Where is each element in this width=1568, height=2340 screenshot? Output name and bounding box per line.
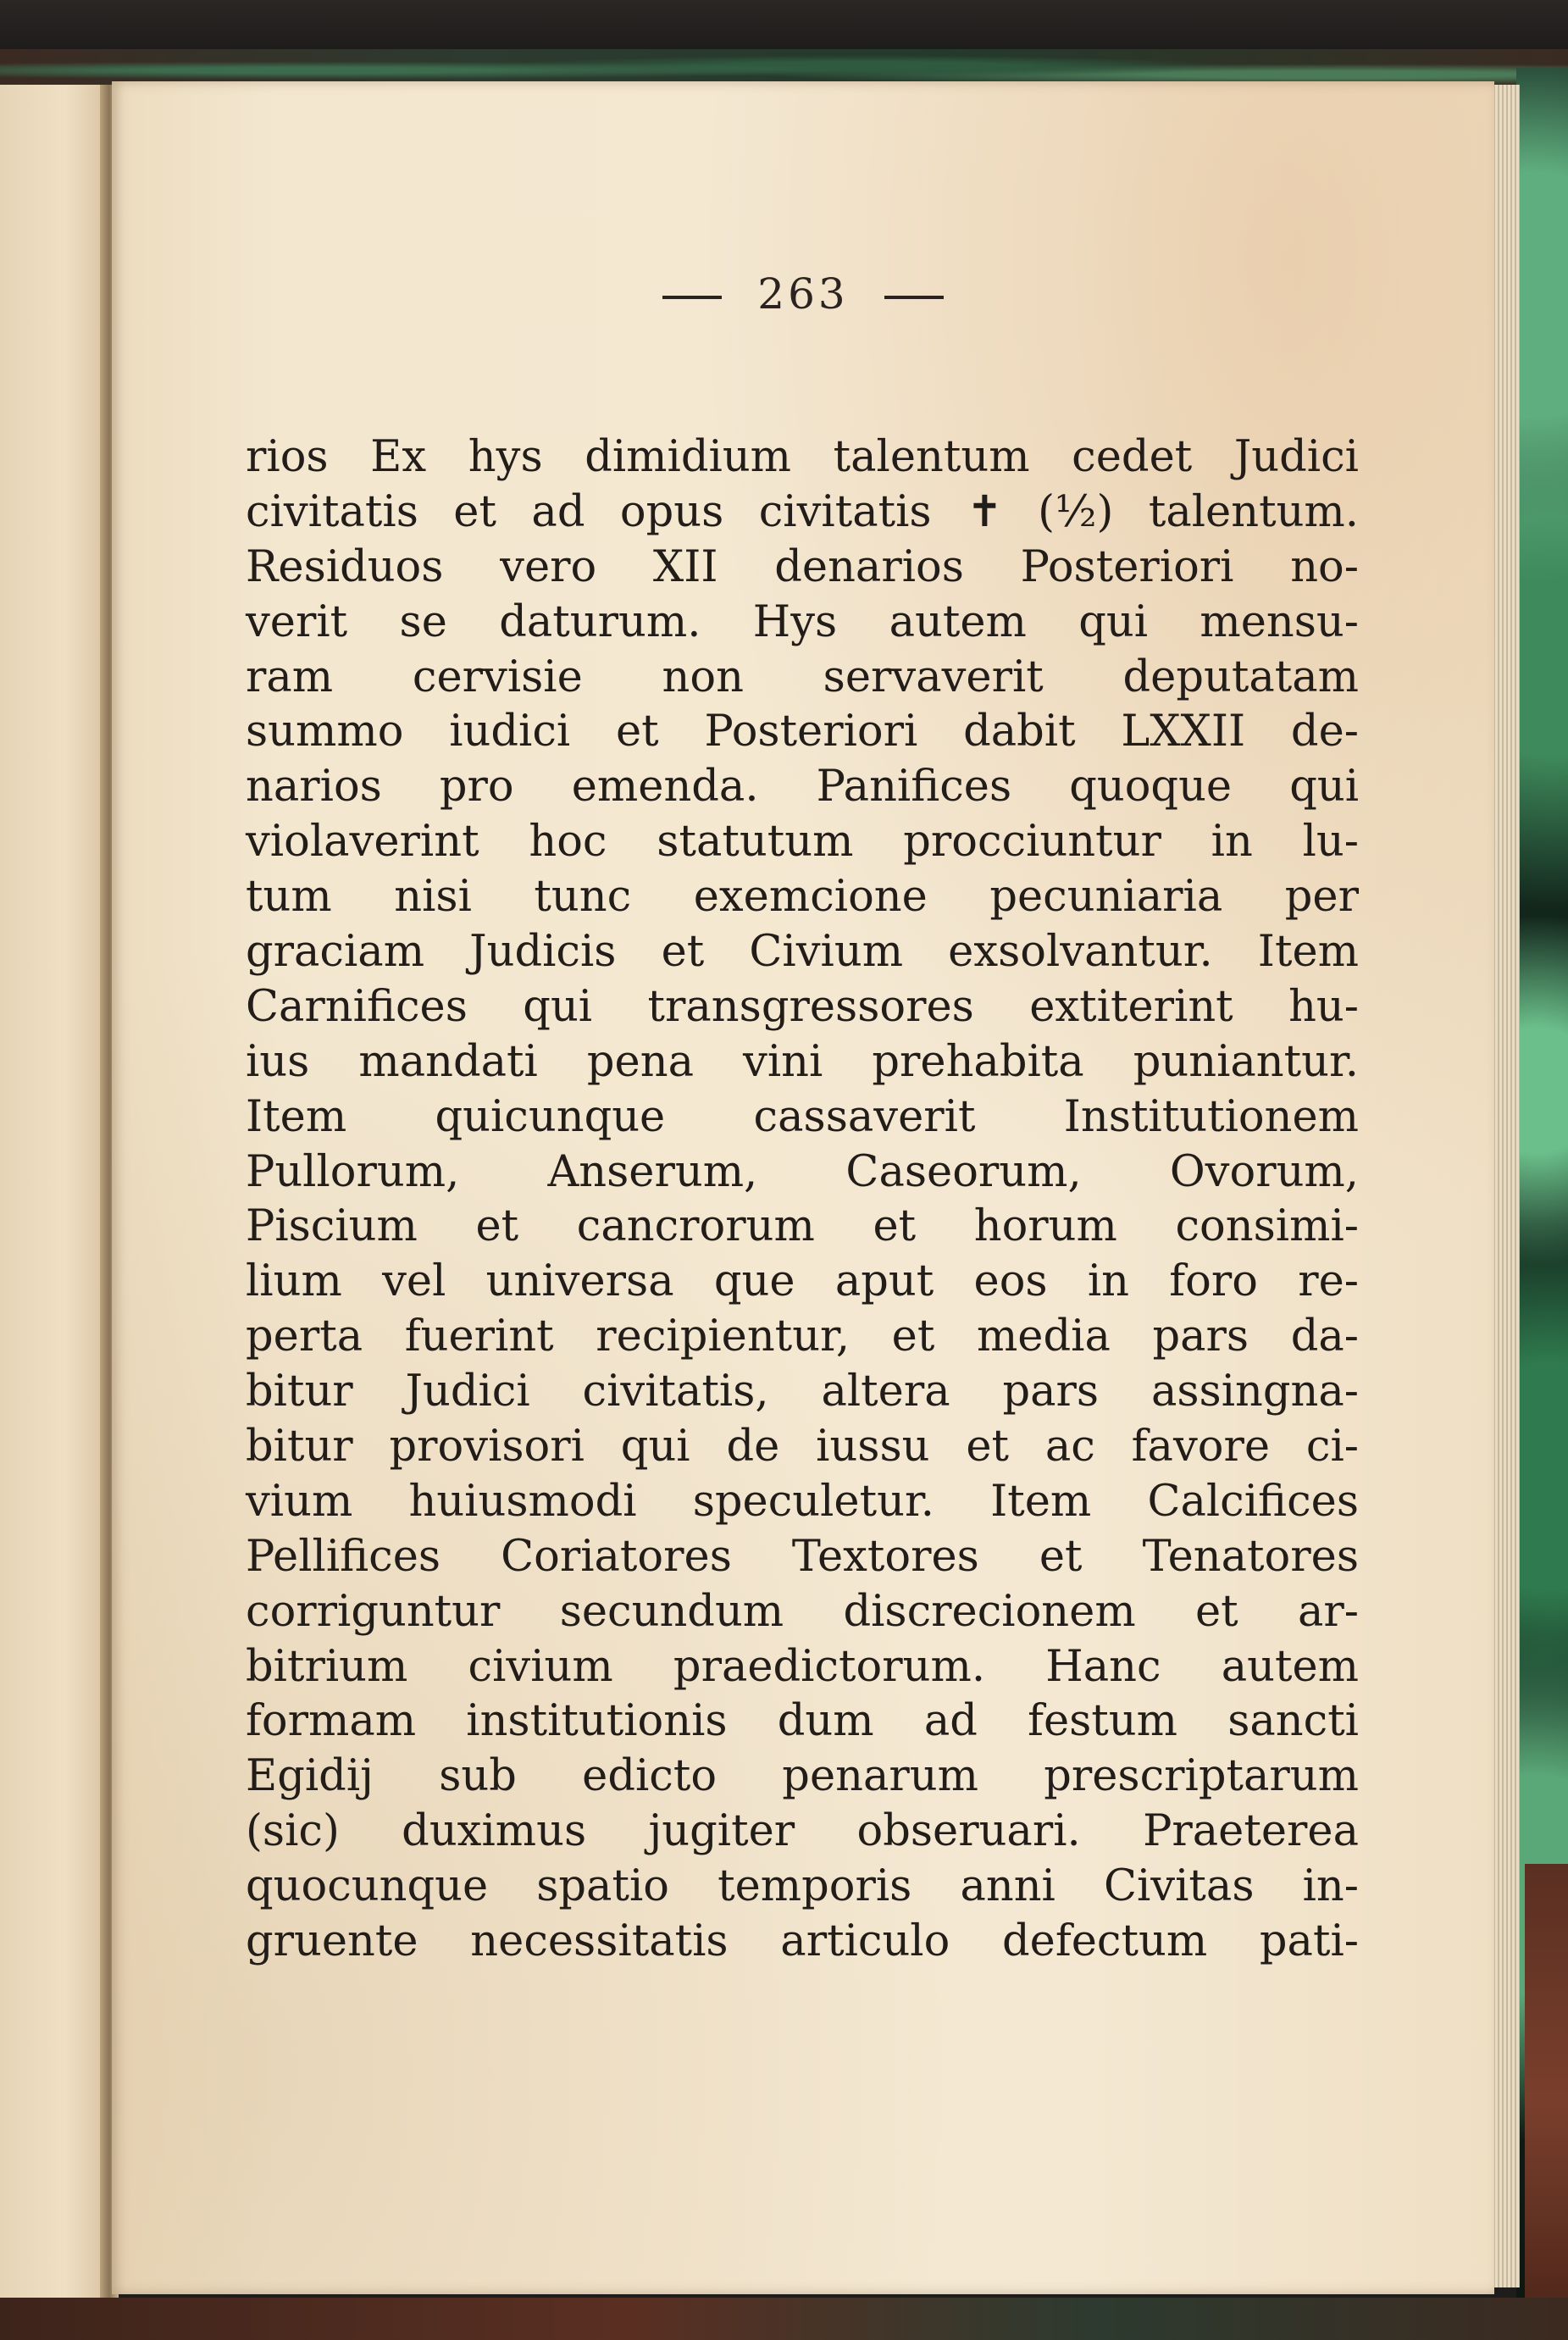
text-line: rios Ex hys dimidium talentum cedet Judici [246, 432, 1359, 482]
text-line: ram cervisie non servaverit deputatam [246, 652, 1359, 702]
facing-page-edge [0, 85, 108, 2298]
text-line: Residuos vero XII denarios Posteriori no- [246, 541, 1359, 592]
text-line: tum nisi tunc exemcione pecuniaria per [246, 872, 1359, 923]
text-line: formam institutionis dum ad festum sancti [246, 1696, 1359, 1747]
text-line: violaverint hoc statutum procciuntur in lu- [246, 817, 1359, 868]
text-line: perta fuerint recipientur, et media pars da- [246, 1311, 1359, 1362]
page-header [112, 269, 1494, 319]
text-line: verit se daturum. Hys autem qui mensu- [246, 596, 1359, 647]
text-line: Item quicunque cassaverit Institutionem [246, 1091, 1359, 1142]
text-line: corriguntur secundum discrecionem et ar- [246, 1586, 1359, 1637]
text-line: ius mandati pena vini prehabita puniantur. [246, 1036, 1359, 1087]
text-line: Pellifices Coriatores Textores et Tenatores [246, 1531, 1359, 1582]
text-line: Pullorum, Anserum, Caseorum, Ovorum, [246, 1146, 1359, 1197]
book-page [112, 81, 1494, 2294]
book-cover-leather-corner [1525, 1864, 1568, 2340]
text-line: quocunque spatio temporis anni Civitas in- [246, 1861, 1359, 1912]
text-line: (sic) duximus jugiter obseruari. Praeterea [246, 1806, 1359, 1857]
text-line: gruente necessitatis articulo defectum pati- [246, 1916, 1359, 1967]
text-line: graciam Judicis et Civium exsolvantur. Item [246, 927, 1359, 978]
header-dash-left [662, 296, 722, 299]
text-line: civitatis et ad opus civitatis ✝ (½) talentum. [246, 486, 1359, 537]
text-line: narios pro emenda. Panifices quoque qui [246, 762, 1359, 812]
text-line: Carnifices qui transgressores extiterint hu- [246, 981, 1359, 1032]
text-line: lium vel universa que aput eos in foro re- [246, 1256, 1359, 1307]
text-line: bitur Judici civitatis, altera pars assingna- [246, 1367, 1359, 1417]
page-number: 263 [757, 269, 849, 319]
text-line: Egidij sub edicto penarum prescriptarum [246, 1751, 1359, 1802]
text-line: vium huiusmodi speculetur. Item Calcifices [246, 1476, 1359, 1527]
text-line: summo iudici et Posteriori dabit LXXII de- [246, 707, 1359, 757]
body-text [246, 430, 1359, 1970]
text-line: bitur provisori qui de iussu et ac favore ci- [246, 1422, 1359, 1472]
text-line: bitrium civium praedictorum. Hanc autem [246, 1641, 1359, 1692]
header-dash-right [884, 296, 944, 299]
book-cover-bottom-edge [0, 2298, 1568, 2340]
page-stack-edges [1491, 85, 1520, 2287]
text-line: Piscium et cancrorum et horum consimi- [246, 1201, 1359, 1252]
